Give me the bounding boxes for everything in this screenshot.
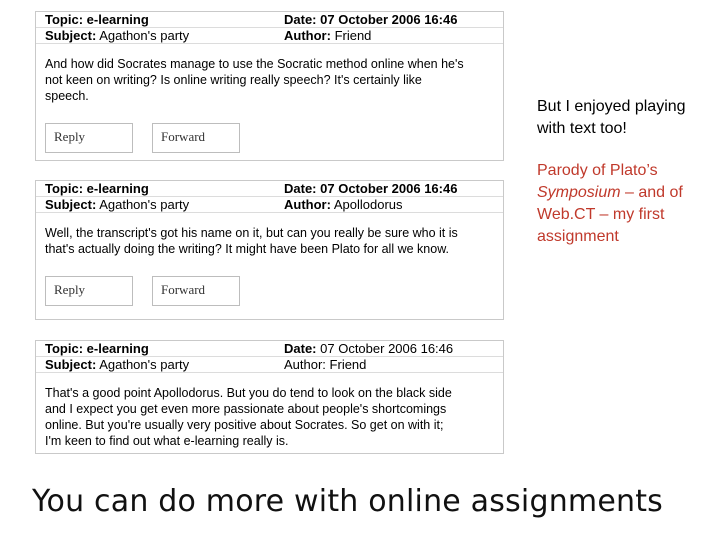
- date-value: 07 October 2006 16:46: [320, 181, 458, 196]
- topic-value: e-learning: [86, 341, 149, 356]
- message-line: not keen on writing? Is online writing really speech? It's certainly like: [45, 73, 422, 87]
- forward-button[interactable]: Forward: [152, 276, 240, 306]
- post-header-topic-row: [36, 12, 503, 28]
- message-line: and I expect you get even more passionate about people's shortcomings: [45, 402, 447, 416]
- subject-value: Agathon's party: [99, 197, 190, 212]
- symposium-italic: Symposium: [537, 184, 621, 201]
- author-label: Author:: [284, 28, 331, 43]
- message-body: [36, 44, 503, 104]
- note-line: [537, 182, 683, 204]
- note-line: Web.CT – my first: [537, 206, 665, 223]
- date-value: 07 October 2006 16:46: [320, 12, 458, 27]
- author-value: Friend: [334, 28, 372, 43]
- forum-post-2: [35, 180, 504, 320]
- message-line: that's actually doing the writing? It might have been Plato for all we know.: [45, 242, 450, 256]
- note-line: assignment: [537, 228, 619, 245]
- subject-value: Agathon's party: [99, 357, 190, 372]
- message-line: That's a good point Apollodorus. But you do tend to look on the black side: [45, 386, 452, 400]
- post-header-subject-row: [36, 357, 503, 373]
- topic-label: Topic:: [45, 341, 84, 356]
- subject-value: Agathon's party: [99, 28, 190, 43]
- date-value: 07 October 2006 16:46: [320, 341, 454, 356]
- reply-button[interactable]: Reply: [45, 123, 133, 153]
- author-label: Author:: [284, 357, 326, 372]
- message-line: online. But you're usually very positive about Socrates. So get on with it;: [45, 418, 444, 432]
- topic-label: Topic:: [45, 12, 84, 27]
- post-header-topic-row: [36, 181, 503, 197]
- post-header-subject-row: [36, 28, 503, 44]
- message-body: [36, 373, 503, 449]
- author-label: Author:: [284, 197, 331, 212]
- topic-value: e-learning: [86, 12, 149, 27]
- author-value: Friend: [329, 357, 367, 372]
- forum-post-1: [35, 11, 504, 161]
- note-line: Parody of Plato’s: [537, 162, 658, 179]
- date-label: Date:: [284, 181, 317, 196]
- subject-label: Subject:: [45, 357, 97, 372]
- topic-label: Topic:: [45, 181, 84, 196]
- message-line: Well, the transcript's got his name on it, but can you really be sure who it is: [45, 226, 458, 240]
- post-header-topic-row: [36, 341, 503, 357]
- topic-value: e-learning: [86, 181, 149, 196]
- subject-label: Subject:: [45, 197, 97, 212]
- author-value: Apollodorus: [333, 197, 403, 212]
- forward-button[interactable]: Forward: [152, 123, 240, 153]
- note-line: But I enjoyed playing: [537, 98, 686, 115]
- parody-note: [537, 160, 683, 248]
- message-line: And how did Socrates manage to use the Socratic method online when he's: [45, 57, 464, 71]
- message-body: [36, 213, 503, 257]
- subject-label: Subject:: [45, 28, 97, 43]
- enjoyed-note: [537, 96, 686, 140]
- note-line: with text too!: [537, 120, 627, 137]
- date-label: Date:: [284, 341, 317, 356]
- forum-post-3: [35, 340, 504, 454]
- reply-button[interactable]: Reply: [45, 276, 133, 306]
- message-line: speech.: [45, 89, 89, 103]
- slide-caption: You can do more with online assignments: [32, 484, 664, 519]
- date-label: Date:: [284, 12, 317, 27]
- post-header-subject-row: [36, 197, 503, 213]
- message-line: I'm keen to find out what e-learning really is.: [45, 434, 289, 448]
- note-fragment: – and of: [620, 184, 683, 201]
